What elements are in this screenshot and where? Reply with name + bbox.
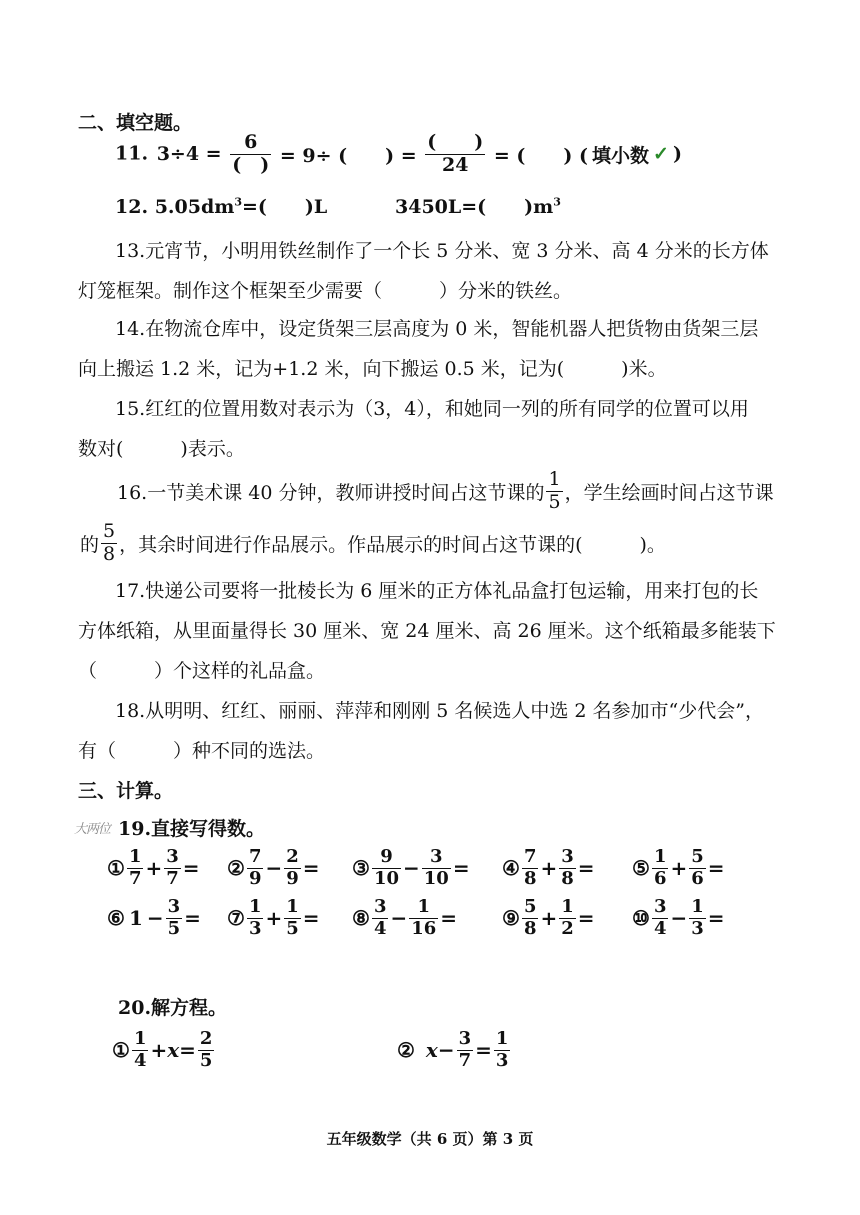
fraction: $\frac{7}{9}$ <box>248 846 262 889</box>
section-heading-fill-blank: 二、填空题。 <box>78 112 193 134</box>
question-16-line2: 的 $\frac{5}{8}$ ，其余时间进行作品展示。作品展示的时间占这节课的( )。 <box>80 520 666 565</box>
calc-item: ⑩ $\frac{3}{4}$ − $\frac{1}{3}$ = <box>632 896 725 939</box>
calc-item: ⑥ 1 − $\frac{3}{5}$ = <box>107 896 201 939</box>
calc-item: ④ $\frac{7}{8}$ + $\frac{3}{8}$ = <box>502 846 595 889</box>
question-14-line2: 向上搬运 1.2 米，记为+1.2 米，向下搬运 0.5 米，记为( )米。 <box>78 358 667 380</box>
fraction: $\frac{1}{3}$ <box>248 896 262 939</box>
equation-2: ② x− $\frac{3}{7}$ = $\frac{1}{3}$ <box>397 1028 509 1071</box>
equation-1: ① $\frac{1}{4}$ +x= $\frac{2}{5}$ <box>112 1028 213 1071</box>
question-17-line1: 17.快递公司要将一批棱长为 6 厘米的正方体礼品盒打包运输，用来打包的长 <box>115 580 759 602</box>
fraction: $\frac{6}{( )}$ <box>232 131 270 176</box>
fraction: $\frac{3}{4}$ <box>653 896 667 939</box>
calc-item: ⑦ $\frac{1}{3}$ + $\frac{1}{5}$ = <box>227 896 320 939</box>
calc-item: ⑧ $\frac{3}{4}$ − $\frac{1}{16}$ = <box>352 896 458 939</box>
fraction: $\frac{7}{8}$ <box>523 846 537 889</box>
fraction: $\frac{1}{3}$ <box>691 896 704 939</box>
section-heading-calculation: 三、计算。 <box>78 780 174 802</box>
question-16-line1: 16.一节美术课 40 分钟，教师讲授时间占这节课的 $\frac{1}{5}$ ，学生绘画时间占这节课 <box>117 468 774 513</box>
calc-item: ② $\frac{7}{9}$ − $\frac{2}{9}$ = <box>227 846 320 889</box>
question-11: 11. 3÷4 = $\frac{6}{( )}$ = 9÷ ( ) = $\frac{( )}{24}$ = ( ) ( 填小数 ✓ ) <box>115 131 682 176</box>
question-18-line2: 有（ ）种不同的选法。 <box>78 740 326 762</box>
fraction: $\frac{3}{5}$ <box>167 896 181 939</box>
fraction: $\frac{5}{8}$ <box>103 520 116 565</box>
fraction: $\frac{9}{10}$ <box>373 846 399 889</box>
fraction: $\frac{2}{9}$ <box>286 846 299 889</box>
question-13-line2: 灯笼框架。制作这个框架至少需要（ ）分米的铁丝。 <box>78 280 573 302</box>
question-15-line2: 数对( )表示。 <box>78 438 245 460</box>
question-17-line2: 方体纸箱，从里面量得长 30 厘米、宽 24 厘米、高 26 厘米。这个纸箱最多能装下 <box>78 620 776 642</box>
calc-item: ⑨ $\frac{5}{8}$ + $\frac{1}{2}$ = <box>502 896 595 939</box>
fraction: $\frac{5}{8}$ <box>523 896 537 939</box>
page-footer: 五年级数学（共 6 页）第 3 页 <box>326 1130 534 1148</box>
check-mark-icon: ✓ <box>653 143 669 166</box>
question-20-title: 20.解方程。 <box>118 997 228 1019</box>
fraction: $\frac{1}{5}$ <box>548 468 561 513</box>
fraction: $\frac{1}{4}$ <box>133 1028 147 1071</box>
fraction: $\frac{3}{7}$ <box>458 1028 472 1071</box>
fraction: $\frac{3}{7}$ <box>166 846 179 889</box>
question-14-line1: 14.在物流仓库中，设定货架三层高度为 0 米，智能机器人把货物由货架三层 <box>115 318 759 340</box>
fraction: $\frac{1}{16}$ <box>411 896 437 939</box>
question-13-line1: 13.元宵节，小明用铁丝制作了一个长 5 分米、宽 3 分米、高 4 分米的长方体 <box>115 240 769 262</box>
fraction: $\frac{1}{2}$ <box>561 896 574 939</box>
question-12-part-b: 3450L=( )$m^3$ <box>395 195 561 218</box>
fraction: $\frac{1}{7}$ <box>128 846 142 889</box>
question-15-line1: 15.红红的位置用数对表示为（3，4），和她同一列的所有同学的位置可以用 <box>115 398 749 420</box>
fraction: $\frac{( )}{24}$ <box>427 131 484 176</box>
fraction: $\frac{1}{5}$ <box>286 896 299 939</box>
fraction: $\frac{3}{8}$ <box>561 846 574 889</box>
calc-item: ③ $\frac{9}{10}$ − $\frac{3}{10}$ = <box>352 846 470 889</box>
question-18-line1: 18.从明明、红红、丽丽、萍萍和刚刚 5 名候选人中选 2 名参加市“少代会”， <box>115 700 764 722</box>
fraction: $\frac{5}{6}$ <box>691 846 704 889</box>
fraction: $\frac{2}{5}$ <box>199 1028 213 1071</box>
fraction: $\frac{1}{3}$ <box>495 1028 509 1071</box>
fraction: $\frac{3}{4}$ <box>373 896 387 939</box>
fraction: $\frac{1}{6}$ <box>653 846 667 889</box>
handwritten-note: 大两位 <box>74 822 111 837</box>
question-12: 12. $5.05dm^3=$( )L <box>115 195 328 218</box>
calc-item: ⑤ $\frac{1}{6}$ + $\frac{5}{6}$ = <box>632 846 725 889</box>
fraction: $\frac{3}{10}$ <box>423 846 449 889</box>
question-19-title: 19.直接写得数。 <box>118 818 266 840</box>
question-17-line3: （ ）个这样的礼品盒。 <box>78 660 326 682</box>
calc-item: ① $\frac{1}{7}$ + $\frac{3}{7}$ = <box>107 846 200 889</box>
